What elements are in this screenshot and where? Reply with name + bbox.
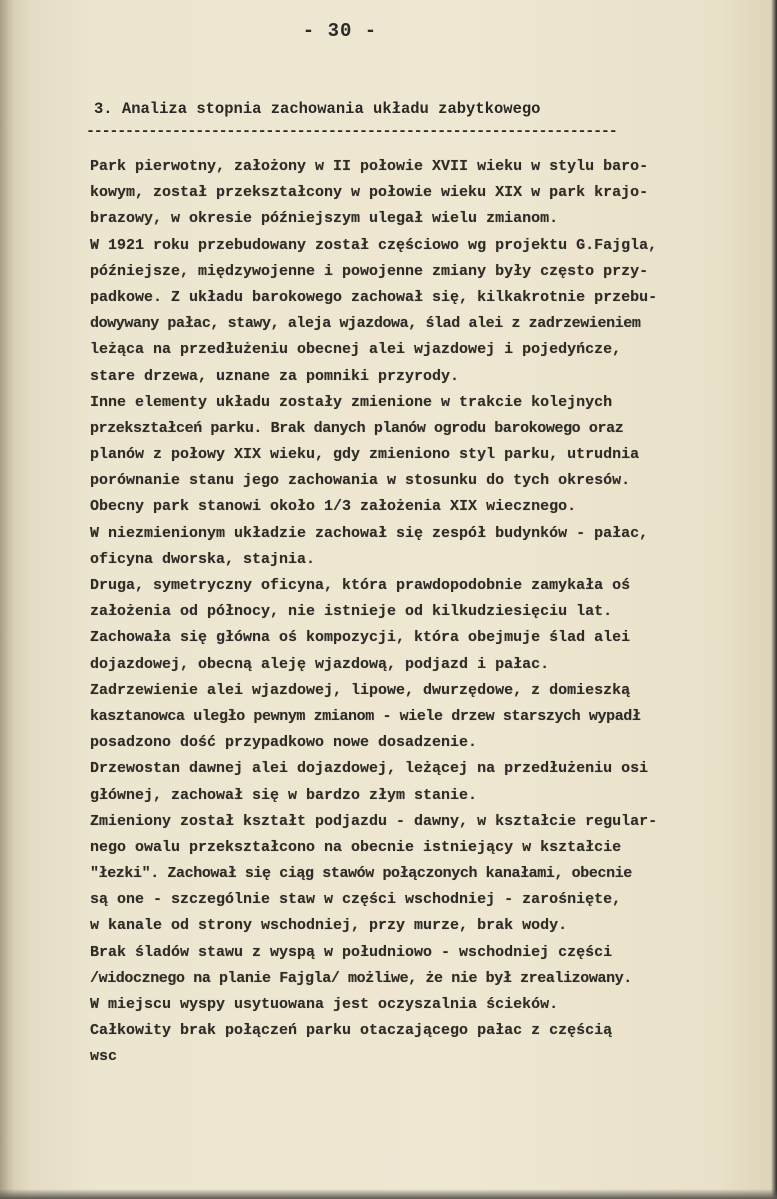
text-line: Zmieniony został kształt podjazdu - dawny, w kształcie regular- [90, 812, 658, 830]
text-line: dowywany pałac, stawy, aleja wjazdowa, ślad alei z zadrzewieniem [90, 315, 641, 333]
text-line: W 1921 roku przebudowany został częściowo wg projektu G.Fajgla, [90, 236, 658, 254]
text-line: /widocznego na planie Fajgla/ możliwe, że nie był zrealizowany. [90, 969, 632, 987]
text-line: są one - szczególnie staw w części wschodniej - zarośnięte, [90, 891, 622, 909]
text-line: padkowe. Z układu barokowego zachował się, kilkakrotnie przebu- [90, 288, 658, 306]
text-line: Zachowała się główna oś kompozycji, która obejmuje ślad alei [90, 629, 631, 647]
text-line: Druga, symetryczny oficyna, która prawdopodobnie zamykała oś [90, 577, 631, 594]
body-text [90, 154, 770, 1071]
text-line: w kanale od strony wschodniej, przy murze, brak wody. [90, 917, 568, 935]
text-line: brazowy, w okresie późniejszym ulegał wielu zmianom. [90, 210, 559, 228]
page-bottom-edge-shadow [0, 1189, 777, 1199]
section-heading: 3. Analiza stopnia zachowania układu zabytkowego [94, 100, 541, 118]
text-line: "łezki". Zachował się ciąg stawów połączonych kanałami, obecnie [90, 865, 632, 883]
text-line: Park pierwotny, założony w II połowie XVII wieku w stylu baro- [90, 158, 649, 175]
text-line: porównanie stanu jego zachowania w stosunku do tych okresów. [90, 472, 631, 490]
text-line: Brak śladów stawu z wyspą w południowo - wschodniej części [90, 943, 613, 961]
text-line: posadzono dość przypadkowo nowe dosadzenie. [90, 734, 478, 752]
page-right-edge-shadow [771, 0, 777, 1199]
text-line: Zadrzewienie alei wjazdowej, lipowe, dwurzędowe, z domieszką [90, 681, 631, 699]
heading-underline: -------------------------------------------------------------------- [86, 123, 617, 140]
text-line: W niezmienionym układzie zachował się zespół budynków - pałac, [90, 524, 649, 542]
text-line: wsc [90, 1048, 118, 1066]
page-left-edge-shadow [0, 0, 14, 1199]
text-line: późniejsze, międzywojenne i powojenne zmiany były często przy- [90, 262, 649, 280]
text-line: głównej, zachował się w bardzo złym stanie. [90, 786, 478, 804]
text-line: kowym, został przekształcony w połowie wieku XIX w park krajo- [90, 184, 649, 202]
text-line: przekształceń parku. Brak danych planów ogrodu barokowego oraz [90, 419, 624, 437]
text-line: planów z połowy XIX wieku, gdy zmieniono styl parku, utrudnia [90, 446, 640, 464]
text-line: kasztanowca uległo pewnym zmianom - wiele drzew starszych wypadł [90, 707, 641, 725]
page-number: - 30 - [302, 20, 378, 42]
text-line: Obecny park stanowi około 1/3 założenia XIX wiecznego. [90, 498, 577, 516]
text-line: dojazdowej, obecną aleję wjazdową, podjazd i pałac. [90, 655, 550, 673]
text-line: W miejscu wyspy usytuowana jest oczyszalnia ścieków. [90, 996, 559, 1013]
text-line: leżąca na przedłużeniu obecnej alei wjazdowej i pojedyńcze, [90, 341, 622, 359]
text-line: Drzewostan dawnej alei dojazdowej, leżącej na przedłużeniu osi [90, 760, 649, 778]
text-line: założenia od północy, nie istnieje od kilkudziesięciu lat. [90, 603, 613, 621]
text-line: Inne elementy układu zostały zmienione w trakcie kolejnych [90, 393, 613, 411]
text-line: oficyna dworska, stajnia. [90, 550, 316, 568]
text-line: stare drzewa, uznane za pomniki przyrody. [90, 367, 460, 385]
text-line: nego owalu przekształcono na obecnie istniejący w kształcie [90, 838, 622, 856]
text-line: Całkowity brak połączeń parku otaczającego pałac z częścią [90, 1022, 613, 1040]
